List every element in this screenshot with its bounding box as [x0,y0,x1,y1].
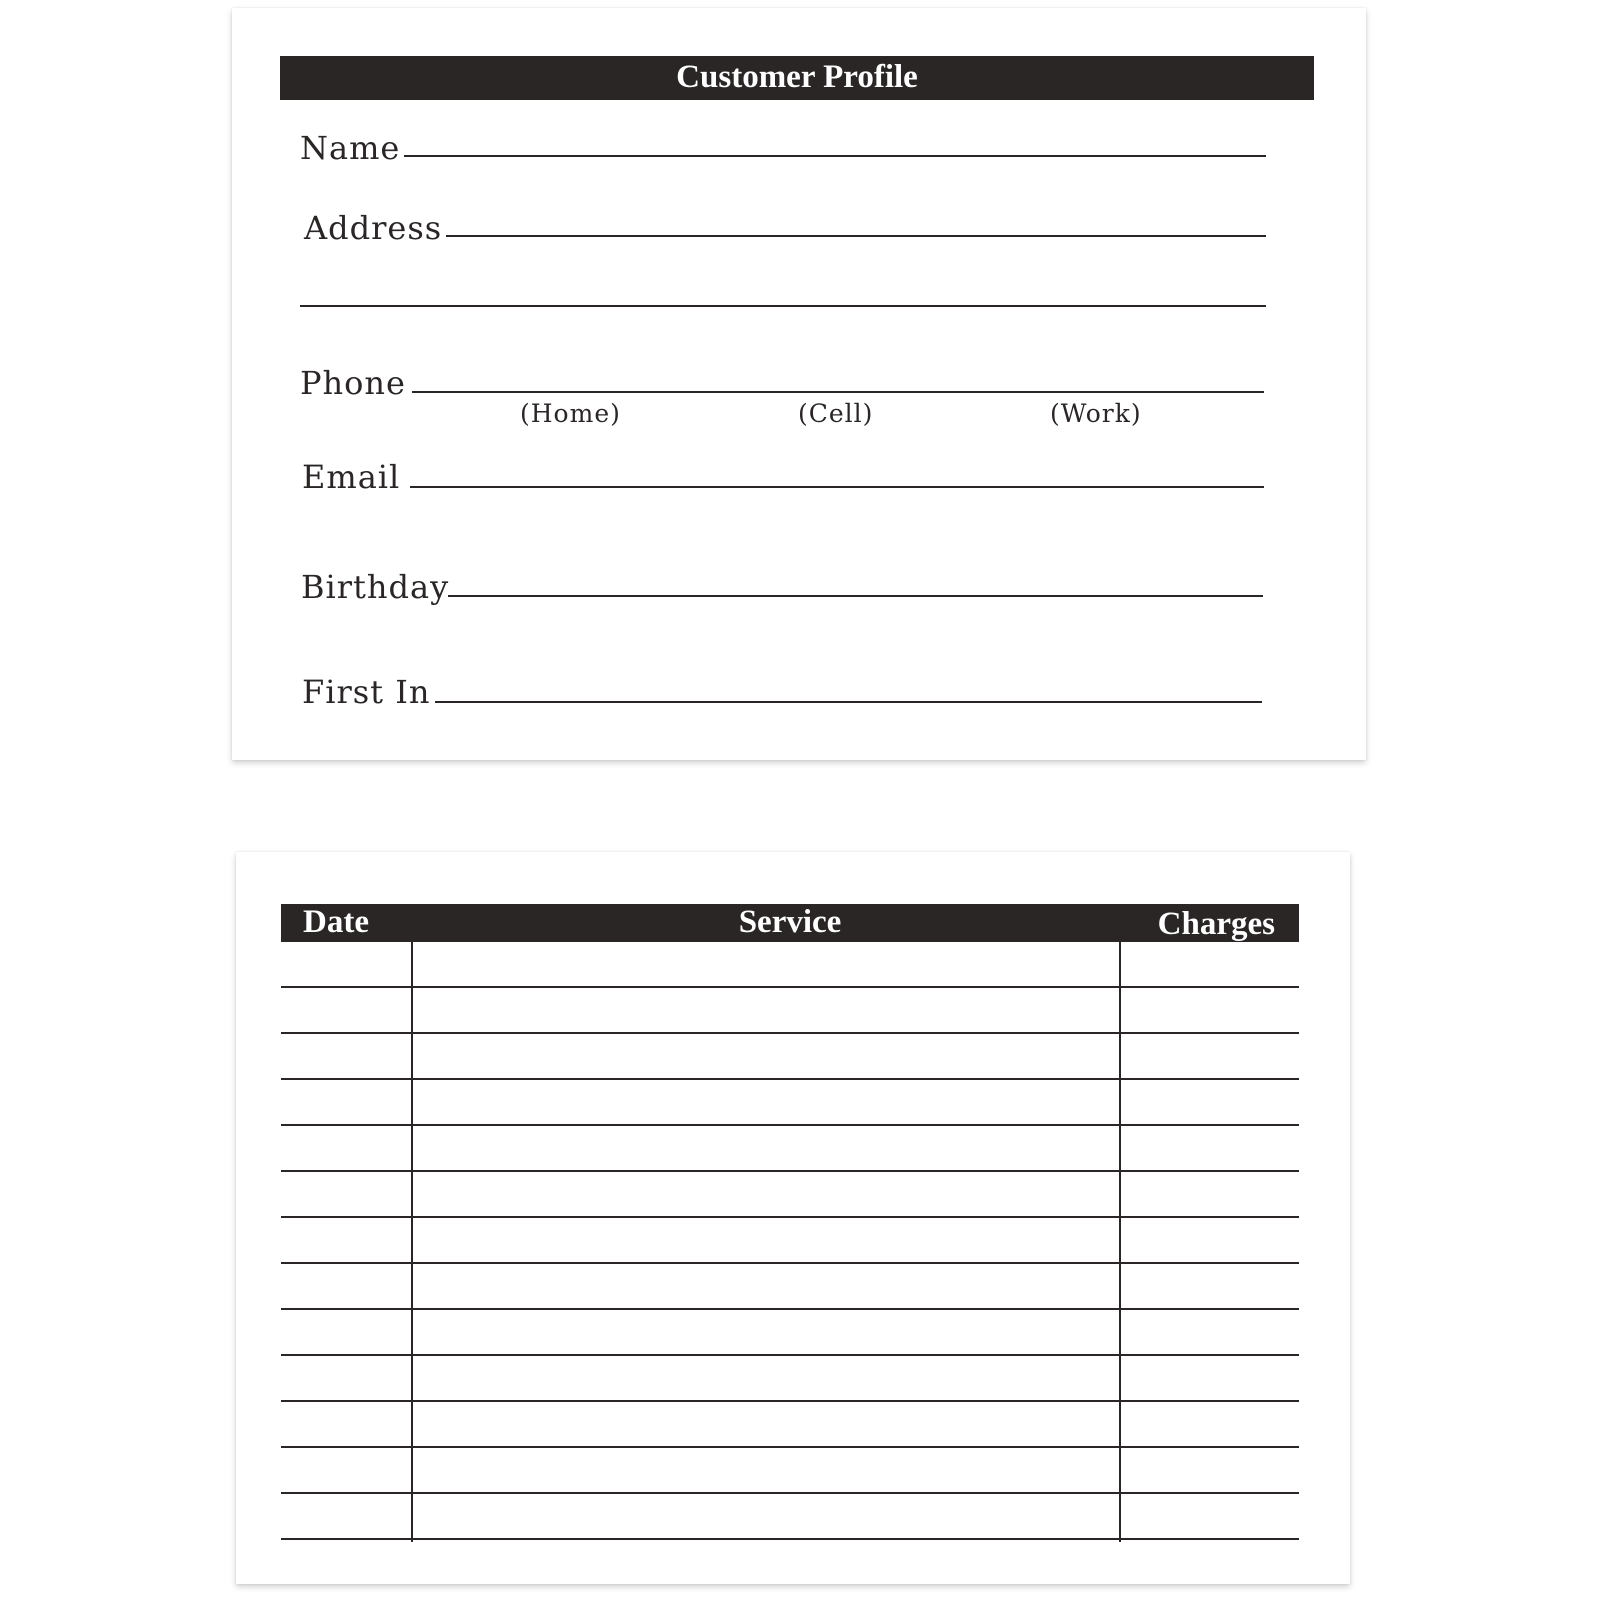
email-line[interactable] [410,486,1264,488]
table-header [281,904,1299,942]
table-row[interactable] [281,1080,1299,1126]
table-row[interactable] [281,1448,1299,1494]
date-column-divider [411,942,413,1542]
name-label: Name [300,129,401,167]
name-line[interactable] [404,155,1266,157]
table-row[interactable] [281,1356,1299,1402]
phone-cell-sublabel: (Cell) [798,399,874,428]
table-row[interactable] [281,942,1299,988]
birthday-line[interactable] [448,595,1263,597]
address-label: Address [304,209,443,247]
phone-home-sublabel: (Home) [520,399,621,428]
table-row[interactable] [281,1126,1299,1172]
column-header-service: Service [738,904,842,940]
address-line-1[interactable] [446,235,1266,237]
table-row[interactable] [281,1034,1299,1080]
phone-work-sublabel: (Work) [1050,399,1142,428]
column-header-charges: Charges [1157,906,1275,942]
table-row[interactable] [281,988,1299,1034]
phone-label: Phone [300,364,406,402]
phone-line[interactable] [412,391,1264,393]
service-history-card-back [236,852,1350,1584]
birthday-label: Birthday [301,568,450,606]
charges-column-divider [1119,942,1121,1542]
first-in-label: First In [302,673,431,711]
table-row[interactable] [281,1310,1299,1356]
table-row[interactable] [281,1402,1299,1448]
table-row[interactable] [281,1218,1299,1264]
table-row[interactable] [281,1264,1299,1310]
first-in-line[interactable] [435,701,1262,703]
address-line-2[interactable] [300,305,1266,307]
card-title: Customer Profile [280,56,1314,100]
table-row[interactable] [281,1172,1299,1218]
customer-profile-card-front [232,8,1366,760]
table-row[interactable] [281,1494,1299,1540]
email-label: Email [302,458,401,496]
service-ledger [281,942,1299,1542]
column-header-date: Date [303,904,369,940]
